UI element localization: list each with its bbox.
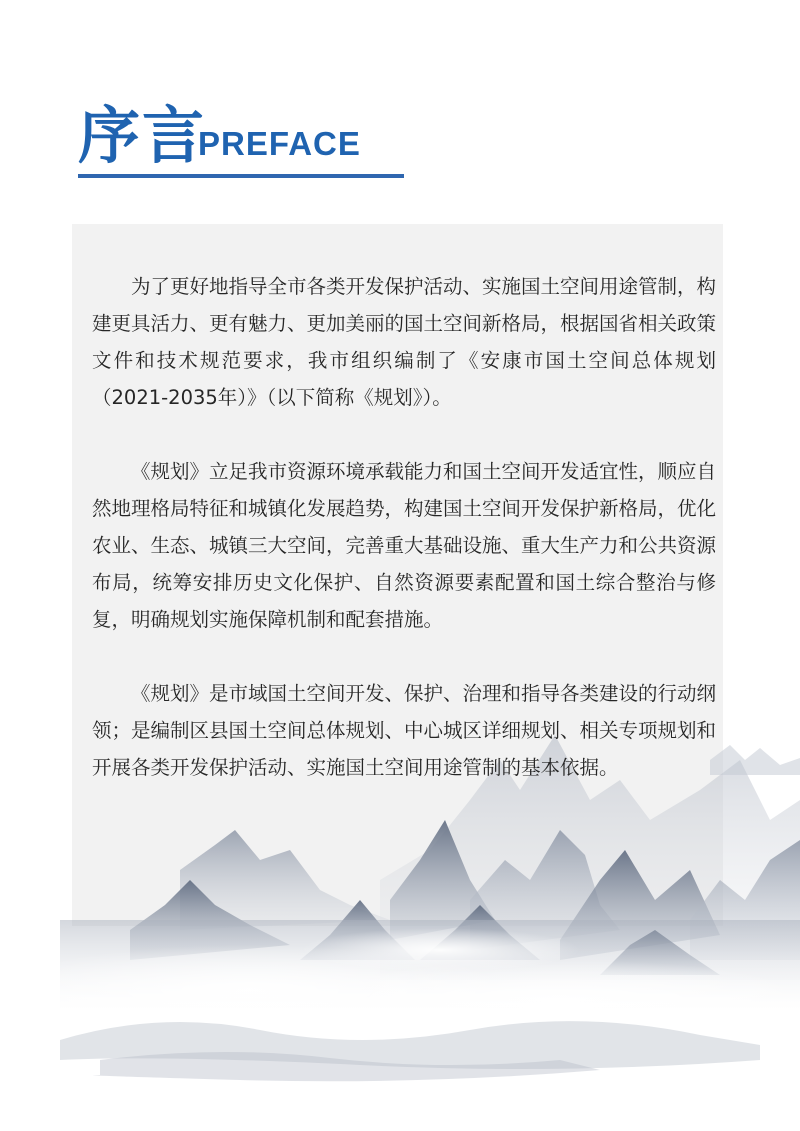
paragraph-3: 《规划》是市域国土空间开发、保护、治理和指导各类建设的行动纲领；是编制区县国土空间总体规划、中心城区详细规划、相关专项规划和开展各类开发保护活动、实施国土空间用途管制的基本依据。 bbox=[92, 682, 717, 779]
paragraph-2: 《规划》立足我市资源环境承载能力和国土空间开发适宜性，顺应自然地理格局特征和城镇化发展趋势，构建国土空间开发保护新格局，优化农业、生态、城镇三大空间，完善重大基础设施、重大生产力和公共资源布局，统筹安排历史文化保护、自然资源要素配置和国土综合整治与修复，明确规划实施保障机制和配套措施。 bbox=[92, 460, 717, 631]
preface-text bbox=[92, 268, 716, 823]
paragraph-1: 为了更好地指导全市各类开发保护活动、实施国土空间用途管制，构建更具活力、更有魅力、更加美丽的国土空间新格局，根据国省相关政策文件和技术规范要求，我市组织编制了《安康市国土空间总体规划（2021-2035年）》（以下简称《规划》）。 bbox=[92, 275, 717, 409]
title-chinese: 序言 bbox=[78, 99, 207, 172]
title-english: PREFACE bbox=[198, 125, 361, 162]
